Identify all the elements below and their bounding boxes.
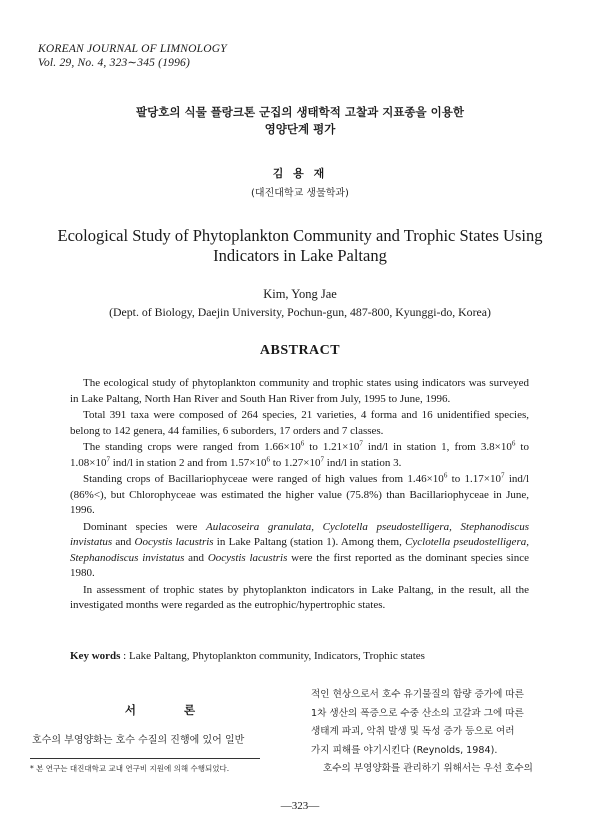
- text-run: to 1.17×10: [447, 473, 501, 485]
- exponent: 6: [300, 439, 305, 448]
- exponent: 7: [320, 454, 325, 463]
- text-run: ind/l in station 3.: [324, 456, 402, 469]
- korean-author: 김 용 재: [272, 167, 328, 180]
- body-text-line: 가지 피해를 야기시킨다 (Reynolds, 1984).: [311, 744, 498, 756]
- english-affiliation: (Dept. of Biology, Daejin University, Pochun-gun, 487-800, Kyunggi-do, Korea): [109, 305, 491, 319]
- body-text-line: [311, 760, 567, 779]
- species-names: Oocystis lacustris: [207, 551, 288, 564]
- text-run: in Lake Paltang (station 1). Among them,: [213, 536, 406, 548]
- text-run: to 1.08×10: [70, 441, 529, 469]
- abstract-paragraph: [70, 440, 529, 471]
- english-title: [40, 226, 560, 266]
- text-run: 호수의 부영양화를 관리하기 위해서는 우선 호수의: [323, 763, 533, 775]
- footnote-rule: [30, 758, 260, 759]
- text-run: to 1.27×10: [270, 456, 321, 469]
- species-names: Cyclotella pseudostelligera, Stephanodiscus invistatus: [70, 536, 529, 564]
- keywords: [70, 650, 540, 662]
- exponent: 6: [266, 454, 270, 463]
- abstract-paragraph: [70, 520, 529, 582]
- page-number: —323—: [280, 800, 320, 812]
- text-run: and: [184, 551, 208, 564]
- species-names: Oocystis lacustris: [134, 536, 214, 548]
- footnote: * 본 연구는 대진대학교 교내 연구비 지원에 의해 수행되었다.: [30, 764, 230, 773]
- keywords-label: Key words: [70, 650, 121, 662]
- exponent: 7: [106, 454, 110, 463]
- journal-name: KOREAN JOURNAL OF LIMNOLOGY: [38, 43, 227, 55]
- abstract-paragraph: The ecological study of phytoplankton community and trophic states using indicators was surveyed in Lake Paltang, North Han River and South Han River from July, 1995 to June, 1996.: [70, 377, 529, 405]
- body-text: 호수의 부영양화는 호수 수질의 진행에 있어 일반: [32, 735, 245, 746]
- text-run: The standing crops were ranged from 1.66×10: [83, 441, 301, 453]
- keywords-text: : Lake Paltang, Phytoplankton community, Indicators, Trophic states: [120, 650, 425, 662]
- body-left-column: [30, 690, 290, 751]
- text-run: Standing crops of Bacillariophyceae were ranged of high values from 1.46×10: [83, 473, 444, 485]
- body-right-column: [311, 686, 567, 779]
- body-text-line: 1차 생산의 폭증으로 수중 산소의 고갈과 그에 따른: [311, 707, 524, 719]
- body-text-line: 생태계 파괴, 악취 발생 및 독성 증가 등으로 여러: [311, 726, 515, 738]
- korean-affiliation: (대진대학교 생물학과): [251, 188, 349, 199]
- text-run: were the first reported as the dominant species since 1980.: [70, 551, 530, 579]
- english-author: Kim, Yong Jae: [263, 287, 337, 301]
- exponent: 7: [501, 471, 505, 480]
- text-run: ind/l in station 2 and from 1.57×10: [109, 456, 267, 469]
- abstract-paragraph: Total 391 taxa were composed of 264 species, 21 varieties, 4 forma and 16 unidentified species, belong to 142 genera, 44 families, 6 suborders, 17 orders and 7 classes.: [70, 409, 529, 437]
- species-names: Aulacoseira granulata, Cyclotella pseudostelligera, Stephanodiscus invistatus: [70, 520, 529, 548]
- text-run: ind/l in station 1, from 3.8×10: [362, 441, 512, 453]
- exponent: 6: [443, 471, 448, 480]
- text-run: and: [112, 536, 135, 548]
- english-title-line2: Indicators in Lake Paltang: [213, 246, 387, 265]
- text-run: Dominant species were: [83, 520, 207, 533]
- korean-title: [60, 104, 540, 138]
- abstract-heading: ABSTRACT: [259, 343, 341, 358]
- journal-header: [38, 42, 227, 70]
- abstract-paragraph: In assessment of trophic states by phytoplankton indicators in Lake Paltang, in the result, all the investigated months were regarded as the eutrophic/hypertrophic states.: [70, 583, 529, 611]
- english-title-line1: Ecological Study of Phytoplankton Community and Trophic States Using: [57, 226, 543, 245]
- korean-title-line1: 팔당호의 식물 플랑크톤 군집의 생태학적 고찰과 지표종을 이용한: [136, 105, 464, 119]
- exponent: 7: [359, 439, 363, 448]
- journal-volume: Vol. 29, No. 4, 323∼345 (1996): [38, 57, 191, 69]
- section-heading: 서 론: [124, 703, 218, 717]
- abstract-body: [70, 376, 529, 615]
- text-run: to 1.21×10: [304, 441, 360, 453]
- korean-title-line2: 영양단계 평가: [264, 122, 336, 136]
- exponent: 6: [511, 439, 516, 448]
- abstract-paragraph: [70, 472, 529, 519]
- body-text-line: 적인 현상으로서 호수 유기물질의 함량 증가에 따른: [311, 689, 524, 700]
- text-run: ind/l (86%<), but Chlorophyceae was estimated the higher value (75.8%) than Bacillariophyceae in June, 1996.: [70, 473, 530, 516]
